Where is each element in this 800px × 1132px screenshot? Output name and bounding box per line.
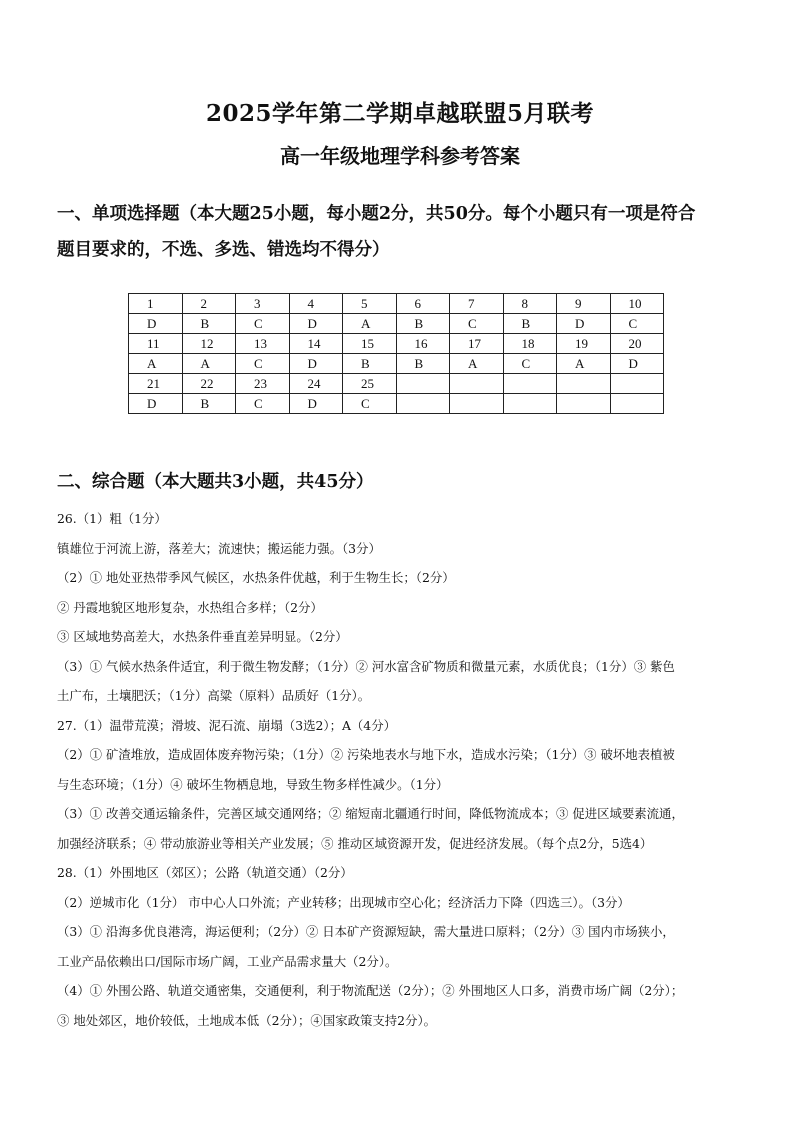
table-cell [503, 394, 557, 414]
table-cell: 25 [343, 374, 397, 394]
table-cell: 7 [450, 294, 504, 314]
table-cell: D [129, 394, 183, 414]
table-cell: 10 [610, 294, 664, 314]
table-cell: A [343, 314, 397, 334]
table-cell: 16 [396, 334, 450, 354]
table-cell: 14 [289, 334, 343, 354]
section-1-heading-line-2: 题目要求的，不选、多选、错选均不得分） [57, 240, 390, 260]
table-cell: 2 [182, 294, 236, 314]
table-row [129, 294, 664, 314]
table-cell [450, 374, 504, 394]
table-cell: A [450, 354, 504, 374]
table-cell: B [396, 354, 450, 374]
answer-line: 土广布，土壤肥沃；（1分）高粱（原料）品质好（1分）。 [57, 688, 371, 703]
table-cell: B [396, 314, 450, 334]
table-row [129, 314, 664, 334]
answer-line: （4）① 外围公路、轨道交通密集，交通便利，利于物流配送（2分）；② 外围地区人口多，消费市场广阔（2分）； [57, 983, 684, 998]
table-cell [610, 394, 664, 414]
table-cell: 17 [450, 334, 504, 354]
section-1-heading-line-1: 一、单项选择题（本大题25小题，每小题2分，共50分。每个小题只有一项是符合 [57, 204, 696, 224]
table-cell [557, 394, 611, 414]
table-cell: 13 [236, 334, 290, 354]
table-row [129, 354, 664, 374]
table-cell: B [503, 314, 557, 334]
answer-line: 与生态环境；（1分）④ 破坏生物栖息地，导致生物多样性减少。（1分） [57, 776, 449, 792]
table-cell: D [610, 354, 664, 374]
table-cell: 20 [610, 334, 664, 354]
answer-line: 26.（1）粗（1分） [57, 511, 167, 526]
table-cell: D [557, 314, 611, 334]
table-cell: C [236, 354, 290, 374]
table-cell: 11 [129, 334, 183, 354]
table-cell: 4 [289, 294, 343, 314]
table-cell: 24 [289, 374, 343, 394]
answer-line: 27.（1）温带荒漠；滑坡、泥石流、崩塌（3选2）；A（4分） [57, 717, 396, 733]
table-cell: 22 [182, 374, 236, 394]
table-cell: 6 [396, 294, 450, 314]
answer-table [128, 293, 664, 414]
table-cell [396, 374, 450, 394]
table-cell: B [182, 314, 236, 334]
table-cell: 1 [129, 294, 183, 314]
table-cell: 8 [503, 294, 557, 314]
table-cell: C [343, 394, 397, 414]
answer-line: （2）逆城市化（1分） 市中心人口外流；产业转移；出现城市空心化；经济活力下降（四选三）。（3分） [57, 894, 630, 910]
table-cell: 12 [182, 334, 236, 354]
answer-line: ③ 地处郊区，地价较低，土地成本低（2分）；④国家政策支持2分）。 [57, 1012, 437, 1028]
table-cell: D [129, 314, 183, 334]
answer-line: （2）① 地处亚热带季风气候区，水热条件优越，利于生物生长；（2分） [57, 570, 455, 585]
answer-line: 28.（1）外围地区（郊区）；公路（轨道交通）（2分） [57, 865, 353, 880]
table-cell: B [182, 394, 236, 414]
table-cell [503, 374, 557, 394]
table-cell [610, 374, 664, 394]
table-cell: C [450, 314, 504, 334]
table-row [129, 334, 664, 354]
answer-line: （3）① 沿海多优良港湾，海运便利；（2分）② 日本矿产资源短缺，需大量进口原料；（2分）③ 国内市场狭小， [57, 924, 675, 939]
table-cell: 21 [129, 374, 183, 394]
table-cell: A [182, 354, 236, 374]
table-cell: A [129, 354, 183, 374]
answer-line: 镇雄位于河流上游，落差大；流速快；搬运能力强。（3分） [57, 540, 381, 556]
table-cell: C [236, 314, 290, 334]
table-cell: 18 [503, 334, 557, 354]
table-row [129, 374, 664, 394]
table-cell: D [289, 354, 343, 374]
table-cell: C [236, 394, 290, 414]
table-cell: D [289, 314, 343, 334]
answer-line: 加强经济联系；④ 带动旅游业等相关产业发展；⑤ 推动区域资源开发，促进经济发展。（每个点2分，5选4） [57, 835, 653, 851]
table-cell: D [289, 394, 343, 414]
answer-body [57, 504, 757, 1035]
table-cell [396, 394, 450, 414]
table-cell: B [343, 354, 397, 374]
section-2-heading: 二、综合题（本大题共3小题，共45分） [57, 472, 374, 492]
table-cell: 19 [557, 334, 611, 354]
table-cell [450, 394, 504, 414]
table-cell [557, 374, 611, 394]
section-1-heading [57, 196, 757, 268]
table-cell: 15 [343, 334, 397, 354]
table-cell: A [557, 354, 611, 374]
table-cell: 3 [236, 294, 290, 314]
table-cell: C [503, 354, 557, 374]
answer-line: ② 丹霞地貌区地形复杂，水热组合多样；（2分） [57, 599, 323, 615]
answer-line: 工业产品依赖出口/国际市场广阔，工业产品需求量大（2分）。 [57, 953, 398, 969]
answer-line: （3）① 改善交通运输条件，完善区域交通网络；② 缩短南北疆通行时间，降低物流成本；③ 促进区域要素流通， [57, 806, 684, 821]
answer-line: （2）① 矿渣堆放，造成固体废弃物污染；（1分）② 污染地表水与地下水，造成水污染；（1分）③ 破坏地表植被 [57, 747, 675, 762]
table-cell: 5 [343, 294, 397, 314]
page-subtitle: 高一年级地理学科参考答案 [280, 144, 520, 168]
answer-line: ③ 区域地势高差大，水热条件垂直差异明显。（2分） [57, 629, 348, 644]
table-cell: C [610, 314, 664, 334]
table-row [129, 394, 664, 414]
page-title: 2025学年第二学期卓越联盟5月联考 [205, 100, 595, 127]
answer-line: （3）① 气候水热条件适宜，利于微生物发酵；（1分）② 河水富含矿物质和微量元素，水质优良；（1分）③ 紫色 [57, 658, 675, 674]
table-cell: 23 [236, 374, 290, 394]
table-cell: 9 [557, 294, 611, 314]
